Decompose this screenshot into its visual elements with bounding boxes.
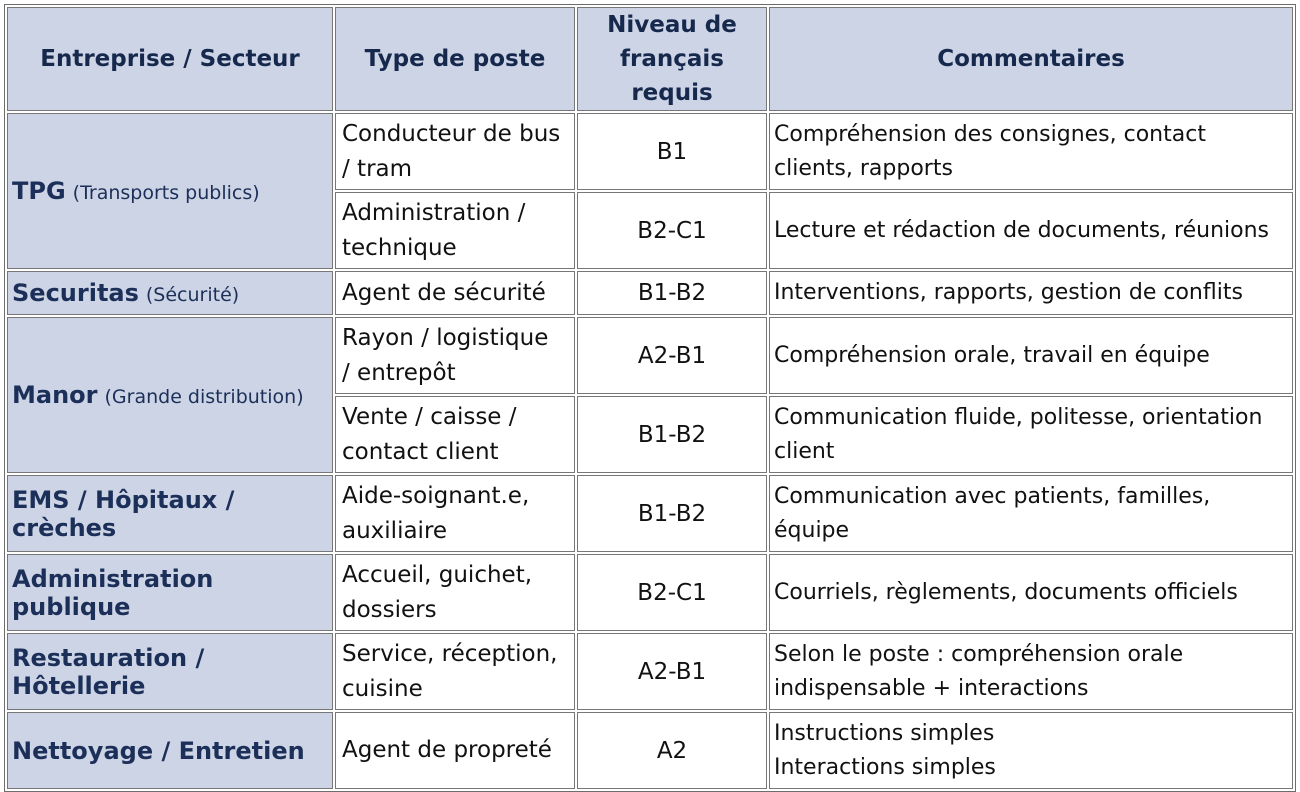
table-row	[7, 633, 1293, 710]
table-row	[7, 317, 1293, 394]
comment-cell: Courriels, règlements, documents officiels	[769, 554, 1293, 631]
table-row	[7, 113, 1293, 190]
table-row	[7, 475, 1293, 552]
table-row	[7, 712, 1293, 789]
comment-cell: Selon le poste : compréhension orale indispensable + interactions	[769, 633, 1293, 710]
position-cell: Conducteur de bus / tram	[335, 113, 575, 190]
comment-cell: Compréhension orale, travail en équipe	[769, 317, 1293, 394]
level-cell: A2-B1	[577, 633, 767, 710]
level-cell: A2-B1	[577, 317, 767, 394]
sector-administration: Administration publique	[7, 554, 333, 631]
position-cell: Accueil, guichet, dossiers	[335, 554, 575, 631]
level-cell: B1-B2	[577, 271, 767, 315]
position-cell: Administration / technique	[335, 192, 575, 269]
sector-manor: Manor (Grande distribution)	[7, 317, 333, 473]
position-cell: Agent de sécurité	[335, 271, 575, 315]
header-level: Niveau de français requis	[577, 7, 767, 111]
header-position: Type de poste	[335, 7, 575, 111]
position-cell: Rayon / logistique / entrepôt	[335, 317, 575, 394]
comment-cell: Communication fluide, politesse, orientation client	[769, 396, 1293, 473]
level-cell: B1-B2	[577, 475, 767, 552]
position-cell: Vente / caisse / contact client	[335, 396, 575, 473]
position-cell: Service, réception, cuisine	[335, 633, 575, 710]
comment-cell: Instructions simples Interactions simples	[769, 712, 1293, 789]
comment-cell: Lecture et rédaction de documents, réunions	[769, 192, 1293, 269]
comment-cell: Communication avec patients, familles, équipe	[769, 475, 1293, 552]
comment-cell: Interventions, rapports, gestion de conflits	[769, 271, 1293, 315]
level-cell: B1-B2	[577, 396, 767, 473]
position-cell: Agent de propreté	[335, 712, 575, 789]
comment-cell: Compréhension des consignes, contact clients, rapports	[769, 113, 1293, 190]
job-language-table	[4, 4, 1296, 792]
level-cell: A2	[577, 712, 767, 789]
sector-ems: EMS / Hôpitaux / crèches	[7, 475, 333, 552]
header-comments: Commentaires	[769, 7, 1293, 111]
position-cell: Aide-soignant.e, auxiliaire	[335, 475, 575, 552]
header-row	[7, 7, 1293, 111]
table-row	[7, 271, 1293, 315]
level-cell: B1	[577, 113, 767, 190]
sector-nettoyage: Nettoyage / Entretien	[7, 712, 333, 789]
sector-restauration: Restauration / Hôtellerie	[7, 633, 333, 710]
sector-tpg: TPG (Transports publics)	[7, 113, 333, 269]
header-sector: Entreprise / Secteur	[7, 7, 333, 111]
level-cell: B2-C1	[577, 554, 767, 631]
sector-securitas: Securitas (Sécurité)	[7, 271, 333, 315]
table-row	[7, 554, 1293, 631]
level-cell: B2-C1	[577, 192, 767, 269]
